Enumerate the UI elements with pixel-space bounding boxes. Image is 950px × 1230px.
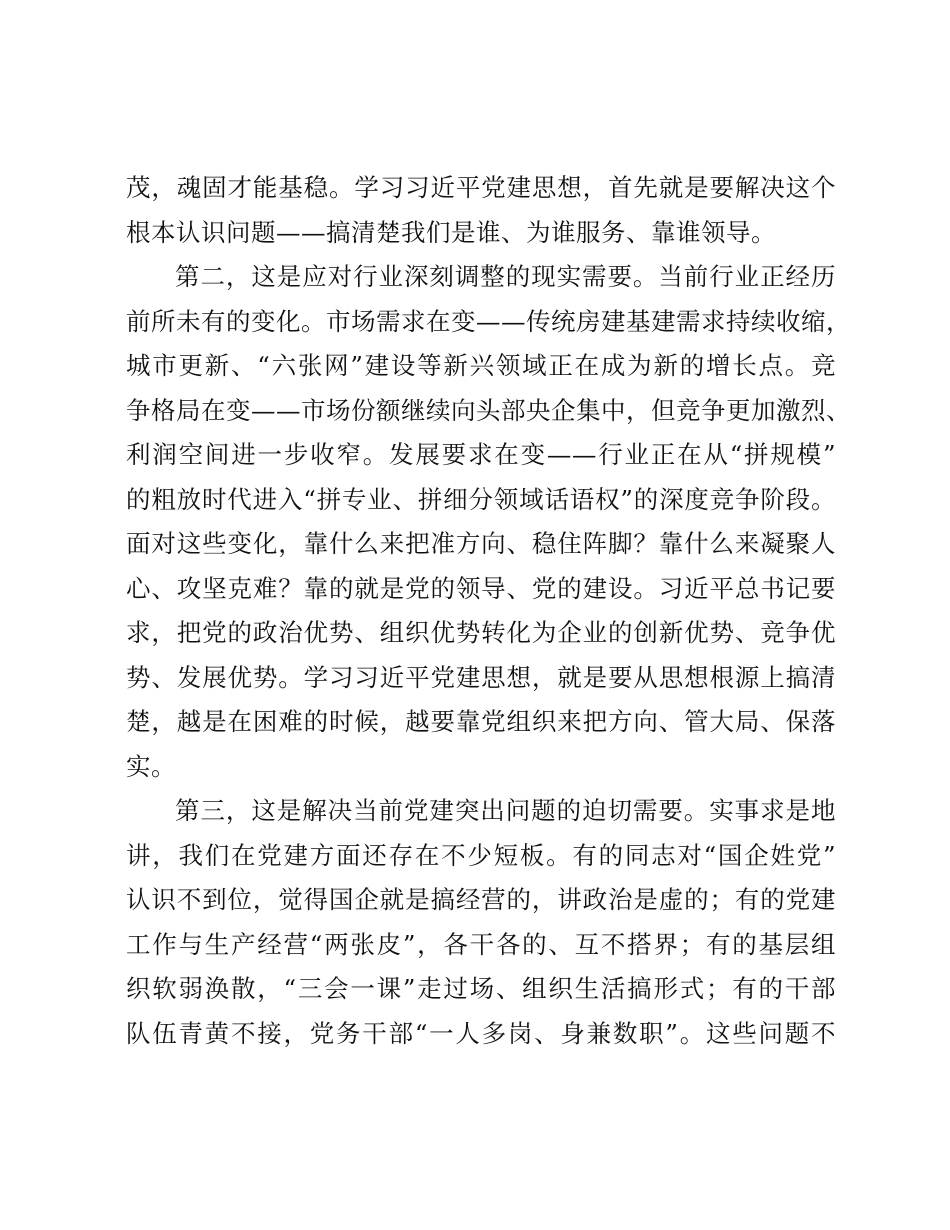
paragraph-third-point [126, 789, 836, 1056]
text-line: 势、发展优势。学习习近平党建思想，就是要从思想根源上搞清 [126, 662, 836, 692]
text-line: 根本认识问题——搞清楚我们是谁、为谁服务、靠谁领导。 [126, 217, 776, 247]
body-text [126, 166, 851, 1056]
text-line: 工作与生产经营“两张皮”，各干各的、互不搭界；有的基层组 [126, 929, 836, 959]
text-line: 队伍青黄不接，党务干部“一人多岗、身兼数职”。这些问题不 [126, 1018, 836, 1048]
text-line: 实。 [126, 751, 176, 781]
text-line: 第二，这是应对行业深刻调整的现实需要。当前行业正经历 [175, 262, 836, 291]
text-line: 织软弱涣散，“三会一课”走过场、组织生活搞形式；有的干部 [126, 974, 836, 1003]
paragraph-second-point [126, 255, 851, 789]
text-line: 茂，魂固才能基稳。学习习近平党建思想，首先就是要解决这个 [126, 173, 836, 202]
text-line: 讲，我们在党建方面还存在不少短板。有的同志对“国企姓党” [126, 840, 836, 870]
text-line: 利润空间进一步收窄。发展要求在变——行业正在从“拼规模” [126, 440, 836, 469]
text-line: 争格局在变——市场份额继续向头部央企集中，但竞争更加激烈、 [126, 395, 851, 425]
text-line: 的粗放时代进入“拼专业、拼细分领域话语权”的深度竞争阶段。 [126, 484, 836, 514]
text-line: 楚，越是在困难的时候，越要靠党组织来把方向、管大局、保落 [126, 707, 836, 736]
text-line: 第三，这是解决当前党建突出问题的迫切需要。实事求是地 [175, 796, 836, 825]
paragraph-continuation [126, 166, 836, 255]
text-line: 面对这些变化，靠什么来把准方向、稳住阵脚？靠什么来凝聚人 [126, 529, 836, 558]
text-line: 前所未有的变化。市场需求在变——传统房建基建需求持续收缩， [126, 306, 851, 336]
text-line: 城市更新、“六张网”建设等新兴领域正在成为新的增长点。竞 [126, 351, 836, 380]
text-line: 求，把党的政治优势、组织优势转化为企业的创新优势、竞争优 [126, 618, 836, 647]
text-line: 认识不到位，觉得国企就是搞经营的，讲政治是虚的；有的党建 [126, 885, 836, 914]
text-line: 心、攻坚克难？靠的就是党的领导、党的建设。习近平总书记要 [126, 573, 836, 603]
